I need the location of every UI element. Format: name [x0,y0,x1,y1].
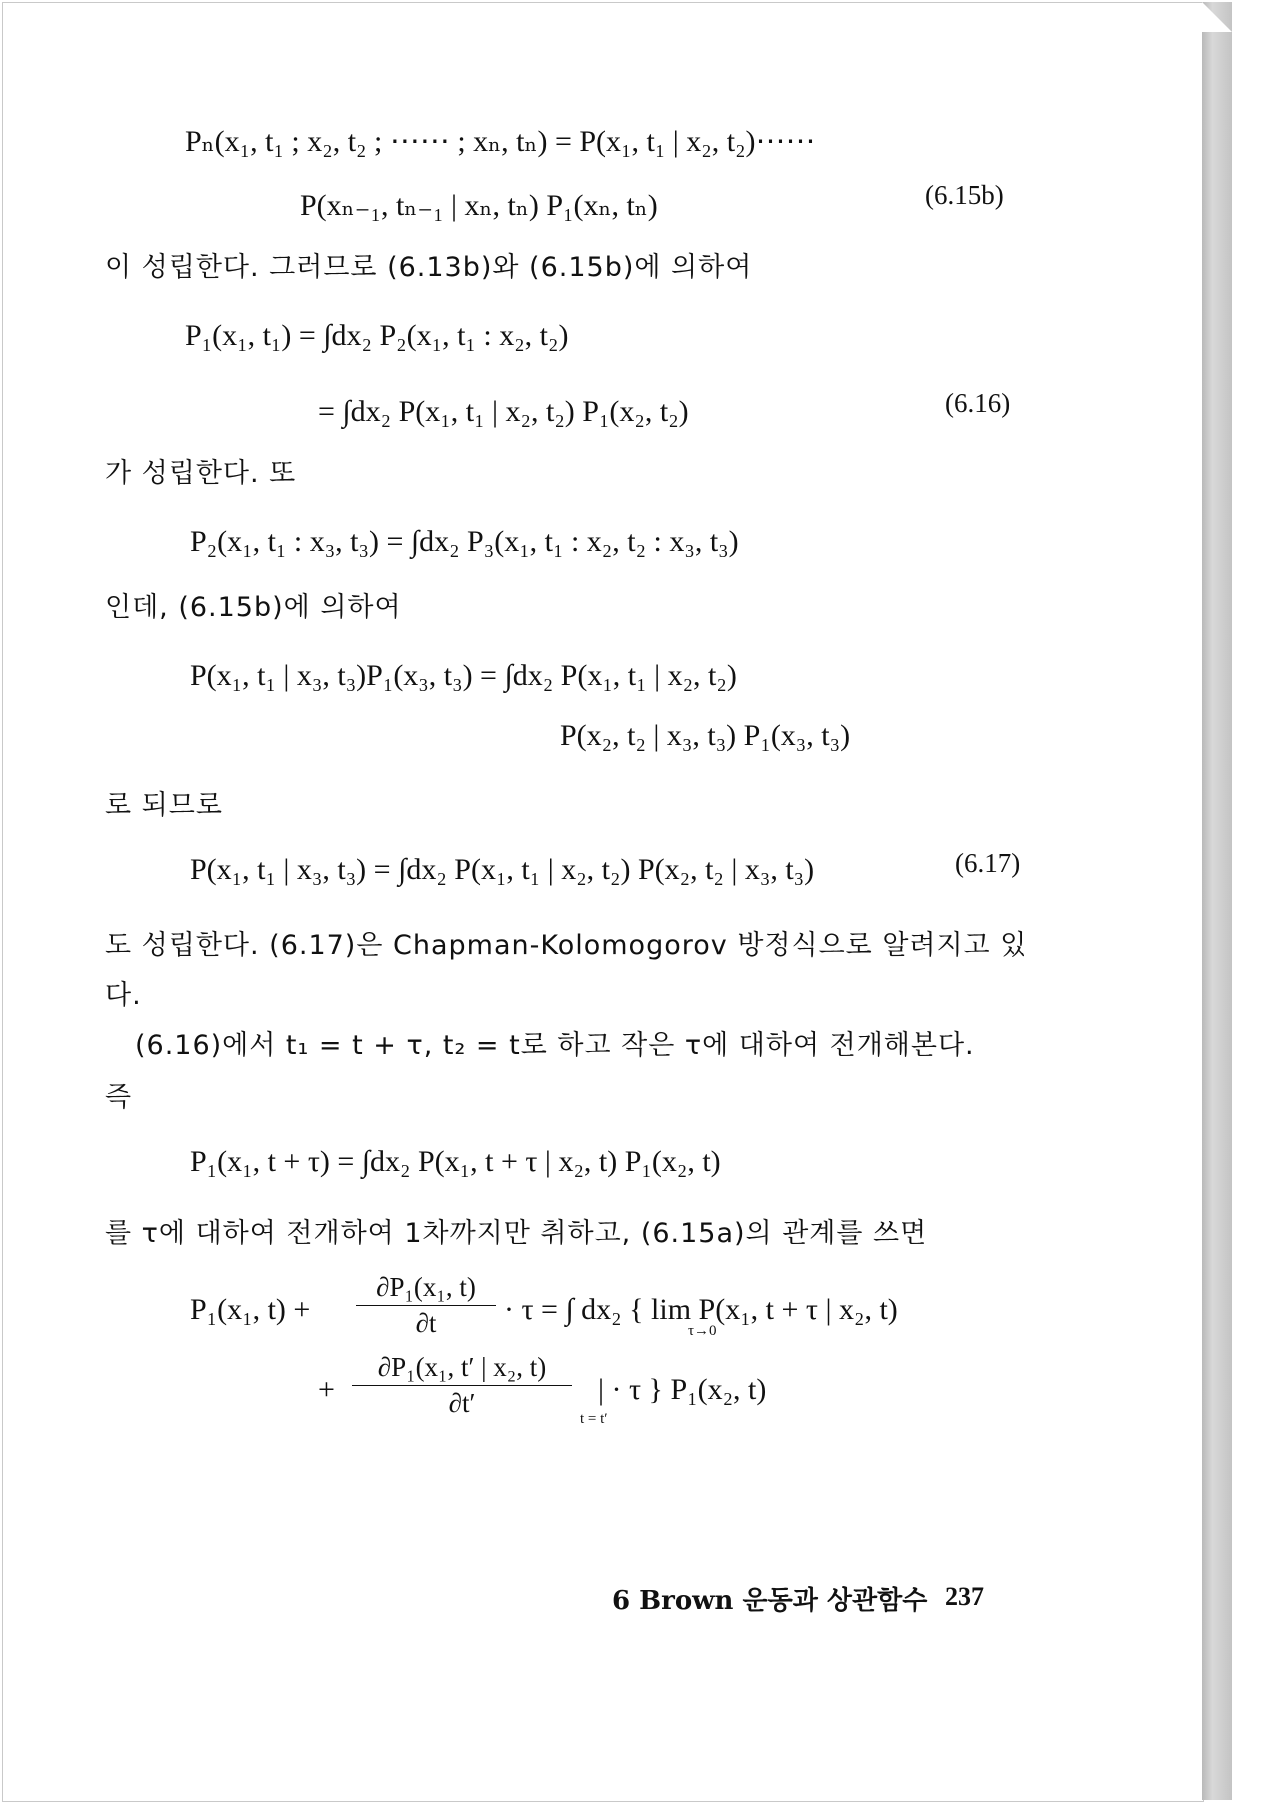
text-line-8: 즉 [105,1082,133,1113]
eq-number-6-15b: (6.15b) [925,180,1004,210]
eq-line-11-fraction [352,1352,572,1419]
fraction-denominator: ∂t [415,1308,437,1338]
eq-line-4: = ∫dx₂ P(x₁, t₁ | x₂, t₂) P₁(x₂, t₂) [318,395,689,428]
eq-line-3: P₁(x₁, t₁) = ∫dx₂ P₂(x₁, t₁ : x₂, t₂) [185,319,569,352]
eq-line-11-rhs: | · τ } P₁(x₂, t) [598,1373,767,1406]
book-spine-edge [1202,2,1232,1800]
eq-line-10-rhs: · τ = ∫ dx₂ { lim P(x₁, t + τ | x₂, t) [504,1293,898,1326]
fraction-denominator-2: ∂t′ [448,1388,476,1418]
eq-line-10-lhs: P₁(x₁, t) + [190,1293,311,1326]
eq-number-6-16: (6.16) [945,388,1011,418]
eq-line-11-plus: + [318,1373,335,1406]
text-line-3: 인데, (6.15b)에 의하여 [105,592,402,623]
text-line-7: (6.16)에서 t₁ = t + τ, t₂ = t로 하고 작은 τ에 대하여 전개해본다. [135,1030,975,1061]
text-line-6: 다. [105,980,142,1011]
eq-line-2: P(xₙ₋₁, tₙ₋₁ | xₙ, tₙ) P₁(xₙ, tₙ) [300,189,658,222]
fraction-numerator: ∂P₁(x₁, t) [356,1272,496,1306]
eq-line-8: P(x₁, t₁ | x₃, t₃) = ∫dx₂ P(x₁, t₁ | x₂, t₂) P(x₂, t₂ | x₃, t₃) [190,853,815,886]
running-title: 6 Brown 운동과 상관함수 [612,1586,928,1616]
eq-number-6-17: (6.17) [955,848,1021,878]
eq-line-7: P(x₂, t₂ | x₃, t₃) P₁(x₃, t₃) [560,719,851,752]
eq-line-5: P₂(x₁, t₁ : x₃, t₃) = ∫dx₂ P₃(x₁, t₁ : x₂, t₂ : x₃, t₃) [190,525,739,558]
limit-subscript: τ→0 [688,1323,717,1339]
eq-line-9: P₁(x₁, t + τ) = ∫dx₂ P(x₁, t + τ | x₂, t) P₁(x₂, t) [190,1145,721,1178]
evaluation-subscript: t = t′ [580,1411,608,1427]
eq-line-1: Pₙ(x₁, t₁ ; x₂, t₂ ; ⋯⋯ ; xₙ, tₙ) = P(x₁, t₁ | x₂, t₂)⋯⋯ [185,125,816,158]
text-line-9: 를 τ에 대하여 전개하여 1차까지만 취하고, (6.15a)의 관계를 쓰면 [105,1218,928,1249]
page-number: 237 [945,1582,984,1611]
text-line-4: 로 되므로 [105,790,223,821]
text-line-5: 도 성립한다. (6.17)은 Chapman-Kolomogorov 방정식으로 알려지고 있 [105,930,1028,961]
fraction-numerator-2: ∂P₁(x₁, t′ | x₂, t) [352,1352,572,1386]
text-line-2: 가 성립한다. 또 [105,458,297,489]
text-line-1: 이 성립한다. 그러므로 (6.13b)와 (6.15b)에 의하여 [105,252,753,283]
eq-line-6: P(x₁, t₁ | x₃, t₃)P₁(x₃, t₃) = ∫dx₂ P(x₁, t₁ | x₂, t₂) [190,659,737,692]
eq-line-10-fraction [356,1272,496,1339]
